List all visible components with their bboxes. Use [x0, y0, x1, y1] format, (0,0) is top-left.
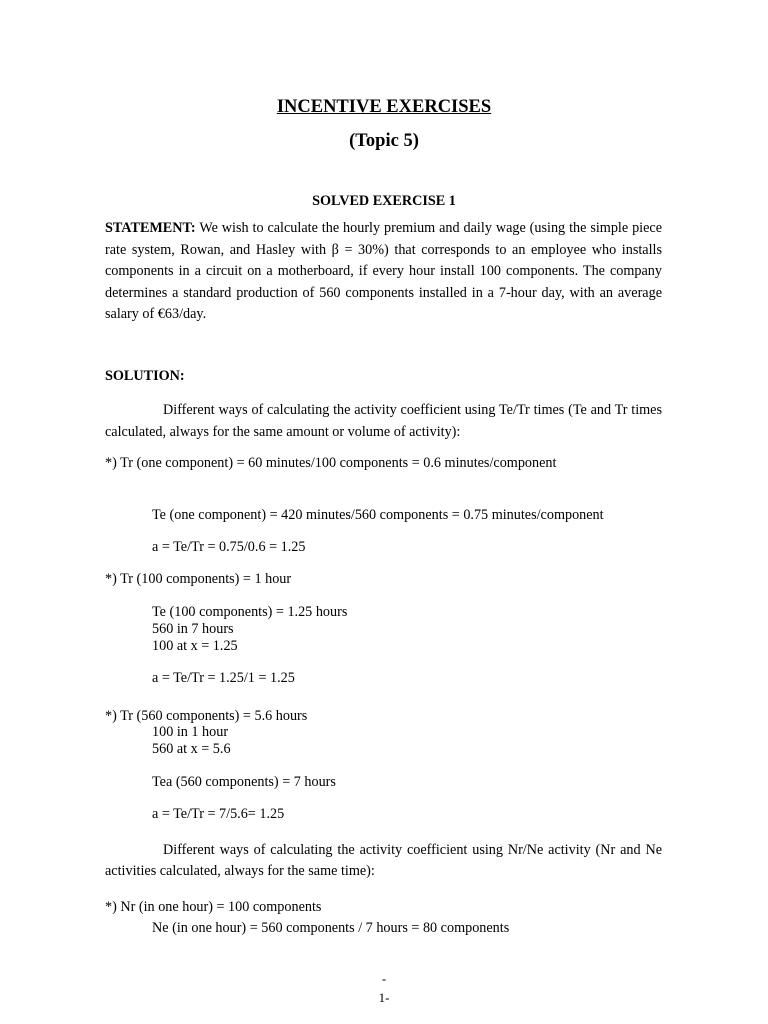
line-tr-one-component: *) Tr (one component) = 60 minutes/100 components = 0.6 minutes/component — [105, 455, 557, 471]
line-tr-560-components: *) Tr (560 components) = 5.6 hours — [105, 708, 308, 724]
document-title: INCENTIVE EXERCISES — [276, 97, 492, 117]
intro-nr-ne-paragraph — [105, 840, 662, 882]
exercise-heading: SOLVED EXERCISE 1 — [312, 193, 456, 209]
line-100-at-x: 100 at x = 1.25 — [152, 638, 238, 654]
line-ne-one-hour: Ne (in one hour) = 560 components / 7 hours = 80 components — [152, 920, 510, 936]
intro-te-tr-paragraph — [105, 399, 662, 443]
line-a-calc-1: a = Te/Tr = 0.75/0.6 = 1.25 — [152, 539, 306, 555]
line-tea-560-components: Tea (560 components) = 7 hours — [152, 774, 336, 790]
document-subtitle: (Topic 5) — [349, 131, 419, 151]
line-nr-one-hour: *) Nr (in one hour) = 100 components — [105, 899, 322, 915]
statement-label: STATEMENT: — [105, 220, 196, 236]
line-te-one-component: Te (one component) = 420 minutes/560 components = 0.75 minutes/component — [152, 507, 604, 523]
statement-text: We wish to calculate the hourly premium and daily wage (using the simple piece rate system, Rowan, and Hasley with β = 30%) that corresponds to an employee who installs components in a circuit on a motherboard, if every hour install 100 components. The company determines a standard production of 560 components installed in a 7-hour day, with an average salary of €63/day. — [105, 220, 662, 323]
intro-nr-ne-text: Different ways of calculating the activity coefficient using Nr/Ne activity (Nr and Ne activities calculated, always for the same time): — [105, 842, 662, 879]
solution-label: SOLUTION: — [105, 368, 185, 384]
page-number: 1- — [378, 990, 390, 1005]
intro-te-tr-text: Different ways of calculating the activity coefficient using Te/Tr times (Te and Tr times calculated, always for the same amount or volume of activity): — [105, 402, 662, 440]
statement-paragraph — [105, 218, 662, 326]
line-a-calc-2: a = Te/Tr = 1.25/1 = 1.25 — [152, 670, 295, 686]
line-a-calc-3: a = Te/Tr = 7/5.6= 1.25 — [152, 806, 285, 822]
line-tr-100-components: *) Tr (100 components) = 1 hour — [105, 571, 292, 587]
line-560-at-x: 560 at x = 5.6 — [152, 741, 231, 757]
line-100-in-1-hour: 100 in 1 hour — [152, 724, 229, 740]
line-te-100-components: Te (100 components) = 1.25 hours — [152, 604, 348, 620]
footer-dash: - — [381, 971, 387, 986]
line-560-in-7-hours: 560 in 7 hours — [152, 621, 234, 637]
